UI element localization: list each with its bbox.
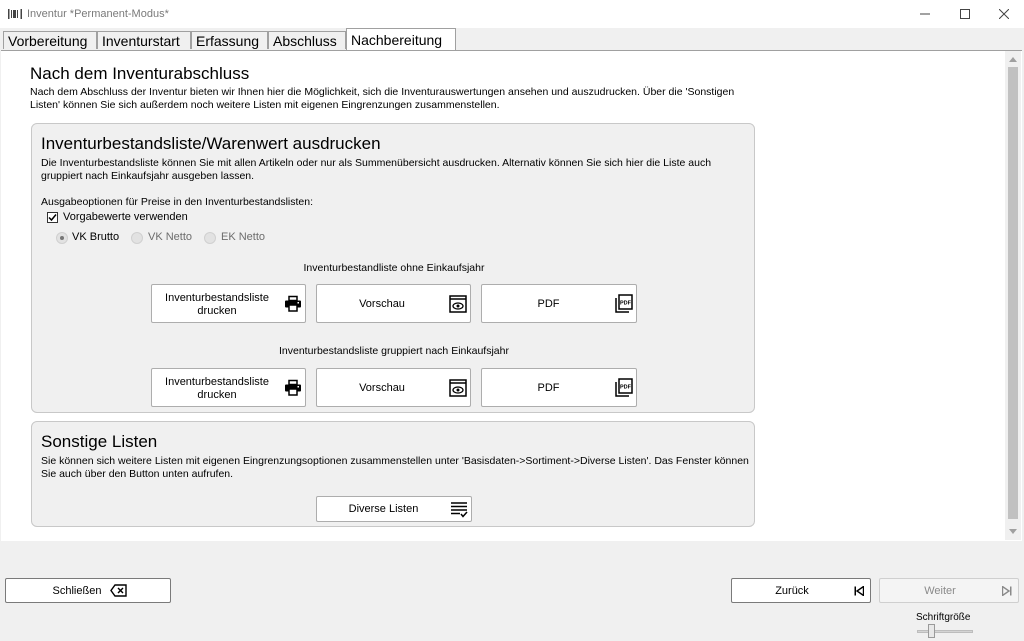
font-size-slider-thumb[interactable] — [928, 624, 935, 638]
next-button-label: Weiter — [924, 585, 956, 597]
radio-vk-brutto[interactable] — [56, 232, 68, 244]
section2-title: Inventurbestandsliste gruppiert nach Einkaufsjahr — [279, 345, 509, 357]
minimize-button[interactable] — [905, 0, 945, 28]
minimize-icon — [920, 9, 930, 19]
section1-title: Inventurbestandliste ohne Einkaufsjahr — [303, 262, 485, 274]
preview-button-label: Vorschau — [359, 382, 405, 394]
radio-vk-netto-label: VK Netto — [148, 231, 193, 243]
pdf-icon — [615, 294, 633, 313]
tab-content — [1, 50, 1022, 541]
tab-nachbereitung[interactable]: Nachbereitung — [346, 28, 456, 50]
diverse-lists-button[interactable] — [316, 496, 472, 522]
pdf-button-label: PDF — [537, 382, 560, 394]
font-size-label: Schriftgröße — [916, 612, 971, 623]
inventory-list-group — [31, 123, 755, 413]
title-bar — [0, 0, 1024, 28]
group-description: Sie können sich weitere Listen mit eigenen Eingrenzungsoptionen zusammenstellen unter 'Basisdaten->Sortiment->Diverse Listen'. Das Fenster können Sie auch über den Button unten aufrufen. — [41, 455, 749, 480]
group-title: Sonstige Listen — [41, 432, 158, 451]
preview-button[interactable] — [316, 284, 471, 323]
scroll-up-arrow[interactable] — [1009, 57, 1017, 62]
use-defaults-checkbox[interactable] — [47, 212, 58, 223]
svg-text:PDF: PDF — [620, 384, 631, 391]
close-button[interactable] — [5, 578, 171, 603]
maximize-button[interactable] — [945, 0, 985, 28]
print-button-label: Inventurbestandsliste drucken — [165, 376, 269, 401]
app-icon — [8, 9, 22, 19]
font-size-slider-track[interactable] — [917, 630, 973, 633]
svg-text:PDF: PDF — [620, 300, 631, 307]
scroll-thumb[interactable] — [1008, 67, 1018, 519]
next-button[interactable] — [879, 578, 1019, 603]
radio-ek-netto-label: EK Netto — [221, 231, 266, 243]
tab-erfassung[interactable]: Erfassung — [191, 31, 268, 49]
scroll-down-arrow[interactable] — [1009, 529, 1017, 534]
back-button[interactable] — [731, 578, 871, 603]
print-inventory-grouped-button[interactable] — [151, 368, 306, 407]
skip-forward-icon — [1002, 586, 1012, 596]
skip-back-icon — [854, 586, 864, 596]
pdf-button-label: PDF — [537, 298, 560, 310]
window-title: Inventur *Permanent-Modus* — [27, 8, 169, 20]
print-inventory-button[interactable] — [151, 284, 306, 323]
price-options-label: Ausgabeoptionen für Preise in den Inventurbestandslisten: — [41, 196, 314, 208]
printer-icon — [284, 379, 302, 397]
eye-icon — [449, 295, 467, 313]
close-window-button[interactable] — [984, 0, 1024, 28]
radio-vk-netto[interactable] — [131, 232, 143, 244]
pdf-icon — [615, 378, 633, 397]
tab-inventurstart[interactable]: Inventurstart — [97, 31, 191, 49]
maximize-icon — [960, 9, 970, 19]
radio-vk-brutto-label: VK Brutto — [72, 231, 120, 243]
tab-bar — [0, 28, 1024, 50]
page-description: Nach dem Abschluss der Inventur bieten wir Ihnen hier die Möglichkeit, sich die Inventurauswertungen ansehen und auszudrucken. Über die 'Sonstigen Listen' können Sie sich außerdem noch weitere Listen mit eigenen Eingrenzungen zusammenstellen. — [30, 86, 735, 111]
print-button-label: Inventurbestandsliste drucken — [165, 292, 269, 317]
close-button-label: Schließen — [52, 585, 102, 597]
use-defaults-label: Vorgabewerte verwenden — [63, 211, 188, 223]
radio-ek-netto[interactable] — [204, 232, 216, 244]
list-icon — [450, 501, 468, 518]
other-lists-group — [31, 421, 755, 527]
eye-icon — [449, 379, 467, 397]
checkmark-icon — [48, 213, 57, 222]
preview-button-label: Vorschau — [359, 298, 405, 310]
pdf-button[interactable] — [481, 284, 637, 323]
diverse-lists-label: Diverse Listen — [348, 503, 419, 515]
group-description: Die Inventurbestandsliste können Sie mit allen Artikeln oder nur als Summenübersicht ausdrucken. Alternativ können Sie sich hier die Liste auch gruppiert nach Einkaufsjahr ausgeben lassen. — [41, 157, 712, 182]
printer-icon — [284, 295, 302, 313]
tab-abschluss[interactable]: Abschluss — [268, 31, 346, 49]
back-button-label: Zurück — [775, 585, 809, 597]
group-title: Inventurbestandsliste/Warenwert ausdrucken — [41, 134, 381, 153]
page-title: Nach dem Inventurabschluss — [30, 64, 250, 83]
pdf-grouped-button[interactable] — [481, 368, 637, 407]
close-icon — [999, 9, 1009, 19]
preview-grouped-button[interactable] — [316, 368, 471, 407]
tab-vorbereitung[interactable]: Vorbereitung — [3, 31, 97, 49]
backspace-x-icon — [110, 584, 127, 597]
vertical-scrollbar[interactable] — [1005, 51, 1021, 540]
